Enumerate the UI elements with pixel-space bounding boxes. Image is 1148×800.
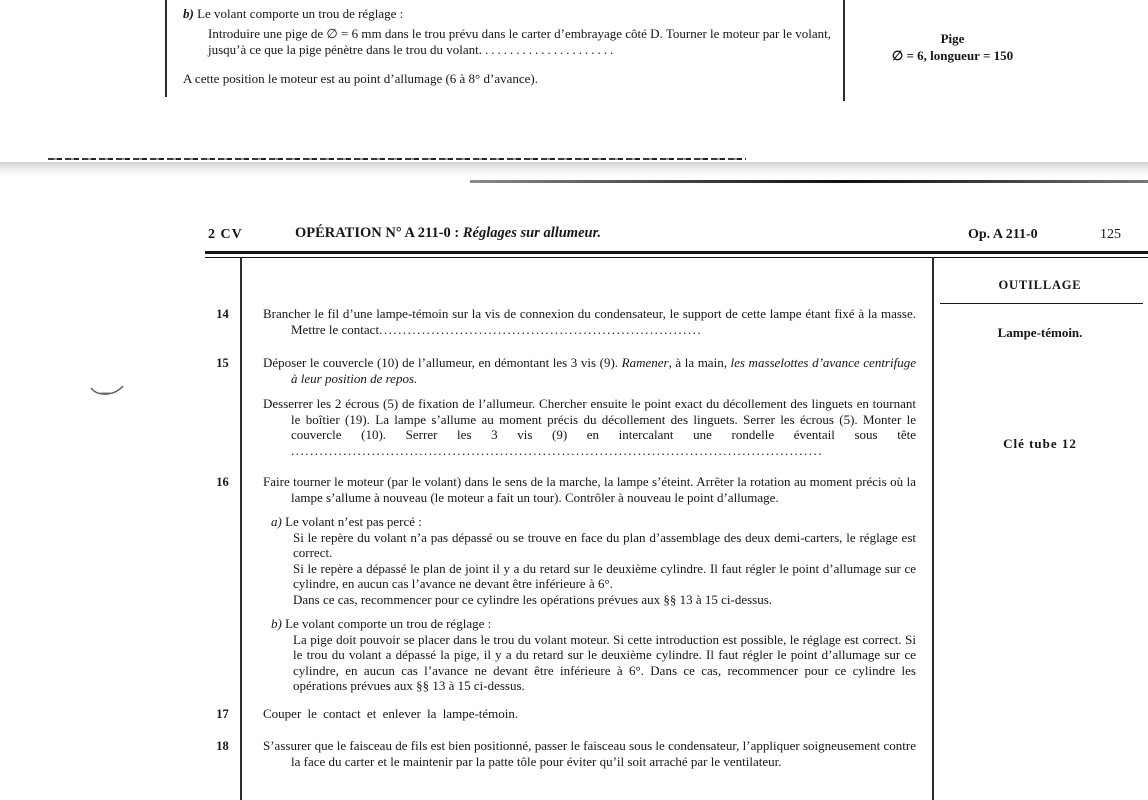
- outillage-column: [932, 262, 1148, 451]
- tool-note-line2: ∅ = 6, longueur = 150: [891, 48, 1014, 63]
- procedure-step-15: [205, 355, 932, 458]
- subitem-b-label: b): [183, 6, 194, 21]
- instruction-text: Introduire une pige de ∅ = 6 mm dans le trou prévu dans le carter d’embrayage côté D. Tourner le moteur par le volant, jusqu’à ce que la pige pénètre dans le trou du volant: [208, 25, 831, 57]
- procedure-step-14: [205, 306, 932, 337]
- subitem-b-title: Le volant comporte un trou de réglage :: [197, 6, 404, 21]
- instruction-paragraph: [208, 26, 831, 59]
- procedure-step-17: [205, 706, 932, 723]
- step-number: 15: [216, 356, 229, 370]
- sub-a-heading: [271, 514, 916, 530]
- step-16-sub-b: [271, 616, 916, 694]
- sub-a-body: [293, 530, 916, 608]
- leader-dots: ....................................................................: [379, 321, 703, 337]
- outillage-heading: OUTILLAGE: [998, 278, 1082, 292]
- step-15-para2: [263, 396, 916, 458]
- handwritten-mark: [88, 383, 126, 399]
- step-14-text: Brancher le fil d’une lampe-témoin sur la vis de connexion du condensateur, le support de cette lampe étant fixé à la masse. Mettre le contact: [263, 306, 916, 337]
- sub-b-label: b): [271, 616, 282, 631]
- tool-note: [850, 30, 1055, 64]
- sub-a-title: Le volant n’est pas percé :: [285, 514, 422, 529]
- leader-dots: ................................................................................................................: [291, 442, 823, 458]
- step-15-p1a: Déposer le couvercle (10) de l’allumeur, en démontant les 3 vis (9).: [263, 355, 622, 370]
- sub-a-line: Si le repère a dépassé le plan de joint il y a du retard sur le deuxième cylindre. Il faut régler le point d’allumage sur ce cylindre, en aucun cas l’avance ne devant être inférieure à 6°.: [293, 560, 916, 591]
- subitem-b-heading: [183, 6, 831, 23]
- step-15-p1b-italic: Ramener: [621, 355, 669, 370]
- tool-lampe-temoin: Lampe-témoin.: [997, 325, 1083, 340]
- vehicle-model: 2 CV: [208, 227, 243, 242]
- sub-a-line: Si le repère du volant n’a pas dépassé ou se trouve en face du plan d’assemblage des deux demi-carters, le réglage est correct.: [293, 529, 916, 560]
- header-double-rule: [205, 251, 1148, 258]
- top-right-column-rule: [843, 0, 845, 101]
- operation-reference: Op. A 211-0: [968, 227, 1038, 242]
- procedure-step-16: [205, 474, 932, 694]
- step-15-p1c: , à la main,: [668, 355, 731, 370]
- sub-a-line: Dans ce cas, recommencer pour ce cylindre les opérations prévues aux §§ 13 à 15 ci-dessus.: [293, 591, 773, 607]
- operation-title: [295, 226, 601, 242]
- sub-b-heading: [271, 616, 916, 632]
- step-text: [263, 306, 916, 337]
- scan-artifact-line: [470, 180, 1148, 183]
- step-15-para1: [263, 355, 916, 386]
- step-number: 18: [216, 739, 229, 753]
- step-18-text: S’assurer que le faisceau de fils est bien positionné, passer le faisceau sous le condensateur, l’appliquer soigneusement contre la face du carter et le maintenir par la patte tôle pour éviter qu’il soit arraché par le ventilateur.: [263, 738, 916, 769]
- scan-artifact-line: [48, 158, 746, 160]
- step-15-p1d-italic: les masselottes d’avance centrifuge à leur position de repos.: [291, 355, 916, 386]
- top-left-column-rule: [165, 0, 167, 97]
- step-number: 17: [216, 706, 229, 721]
- tool-cle-tube: Clé tube 12: [1003, 436, 1077, 451]
- step-16-intro: Faire tourner le moteur (par le volant) dans le sens de la marche, la lampe s’éteint. Arrêter la rotation au moment précis où la lampe s’allume à nouveau (le moteur a fait un tour). Contrôler à nouveau le point d’allumage.: [263, 474, 916, 505]
- sub-b-body: [293, 632, 916, 694]
- outillage-heading-rule: [940, 303, 1143, 304]
- page-edge-shadow: [0, 162, 1148, 176]
- procedure-step-18: [205, 738, 932, 769]
- timing-note: A cette position le moteur est au point d’allumage (6 à 8° d’avance).: [183, 70, 538, 86]
- step-15-p2-text: Desserrer les 2 écrous (5) de fixation de l’allumeur. Chercher ensuite le point exact du décollement des linguets en tournant le boîtier (19). La lampe s’allume au moment précis du décollement des linguets. Serrer les écrous (5). Monter le couvercle (10). Serrer les 3 vis (9) en intercalant une rondelle éventail sous tête: [263, 396, 916, 442]
- tool-note-line1: Pige: [940, 31, 965, 46]
- step-17-text: Couper le contact et enlever la lampe-témoin.: [263, 705, 519, 721]
- previous-page-text-block: [183, 6, 831, 87]
- step-number: 14: [216, 307, 229, 321]
- step-number: 16: [216, 475, 229, 489]
- leader-dots: ......................: [478, 42, 617, 57]
- page-number: 125: [1100, 227, 1121, 242]
- procedure-steps: [205, 262, 932, 769]
- operation-subject: Réglages sur allumeur.: [462, 225, 602, 241]
- sub-a-label: a): [271, 514, 282, 529]
- operation-number: OPÉRATION N° A 211-0 :: [295, 225, 460, 241]
- sub-b-text: La pige doit pouvoir se placer dans le trou du volant moteur. Si cette introduction est possible, le réglage est correct. Si le trou du volant a dépassé la pige, il y a du retard sur le deuxième cylindre. Il faut régler le point d’allumage sur ce cylindre, en aucun cas l’avance ne devant être inférieure à 6°. Dans ce cas, recommencer pour ce cylindre les opérations prévues aux §§ 13 à 15 ci-dessus.: [293, 631, 916, 693]
- step-16-sub-a: [271, 514, 916, 607]
- sub-b-title: Le volant comporte un trou de réglage :: [285, 616, 492, 631]
